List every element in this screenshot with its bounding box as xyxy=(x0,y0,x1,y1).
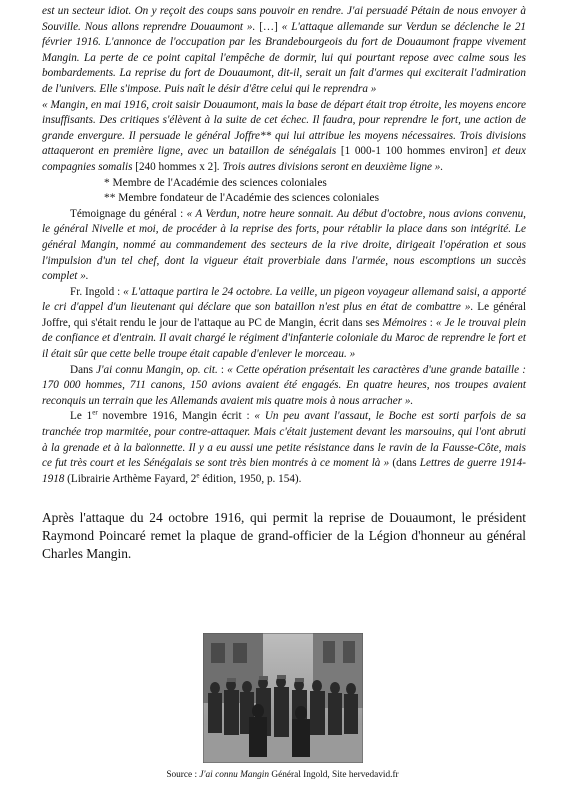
paragraph-ingold xyxy=(42,285,526,363)
quote-mangin-may-1916: « Mangin, en mai 1916, croit saisir Douaumont, mais la base de départ était trop étroite, les moyens encore insuffisants. Des critiques s'élèvent à la suite de cet échec. Il faudra, pour reprendre le fort, une action de grande envergure. Il persuade le général Joffre** qui lui attribue les moyens nécessaires. Trois divisions attaqueront en première ligne, avec un bataillon de sénégalais xyxy=(42,98,526,158)
paragraph-1 xyxy=(42,4,526,98)
footnote-1: * Membre de l'Académie des sciences coloniales xyxy=(104,176,327,189)
paragraph-november-letter xyxy=(42,409,526,487)
closing-paragraph: Après l'attaque du 24 octobre 1916, qui permit la reprise de Douaumont, le président Raymond Poincaré remet la plaque de grand-officier de la Légion d'honneur au général Charles Mangin. xyxy=(42,510,526,561)
bracket-senegalais: [1 000-1 100 hommes environ] xyxy=(340,145,488,158)
testimony-label: Témoignage du général : xyxy=(70,207,187,220)
date-text: Le 1 xyxy=(70,410,93,423)
date-superscript: er xyxy=(92,408,98,417)
edition-text: édition, 1950, p. 154). xyxy=(199,472,302,485)
publisher-text: (Librairie Arthème Fayard, 2 xyxy=(64,472,197,485)
battle-quote: « Cette opération présentait les caractères d'une grande bataille : 170 000 hommes, 711 canons, 150 avions avaient été engagés. En quatre heures, nos troupes avaient reconquis un terrain que les Allemands avaient mis quatre mois à nous arracher ». xyxy=(42,363,526,407)
mangin-writes: novembre 1916, Mangin écrit : xyxy=(97,410,255,423)
colon-text: : xyxy=(217,363,228,376)
joffre-text: Le général Joffre, qui s'était rendu le jour de l'attaque au PC de Mangin, écrit dans ses xyxy=(42,301,527,329)
book-title-opcit: J'ai connu Mangin, op. cit. xyxy=(96,363,218,376)
footnote-2: ** Membre fondateur de l'Académie des sciences coloniales xyxy=(104,192,380,205)
quote-divisions: . Trois autres divisions seront en deuxième ligne ». xyxy=(216,160,444,173)
source-open: (dans xyxy=(389,457,420,470)
quote-attack-verdun: « L'attaque allemande sur Verdun se déclenche le 21 février 1916. L'annonce de l'occupation par les Brandebourgeois du fort de Douaumont frappe vivement Mangin. La perte de ce point capital l'empêche de dormir, lui qui pourtant repose avec calme sous les bombardements. La reprise du fort de Douaumont, dit-il, serait un fait d'armes qui exciterait l'admiration de l'univers. Elle s'impose. Puis naît le désir d'être celui qui le reprendra » xyxy=(42,20,527,95)
caption-suffix: Général Ingold, Site hervedavid.fr xyxy=(269,770,399,780)
dans-text: Dans xyxy=(70,363,97,376)
ellipsis-marker: […] xyxy=(255,20,282,33)
bracket-somalis: [240 hommes x 2] xyxy=(135,160,217,173)
paragraph-jai-connu xyxy=(42,363,526,410)
ceremony-photo-image xyxy=(203,633,363,763)
joffre-colon: : xyxy=(426,316,436,329)
paragraph-2 xyxy=(42,98,526,176)
letter-quote: « Un peu avant l'assaut, le Boche est sorti parfois de sa tranchée trop marmitée, pour contre-attaquer. Mais c'était justement devant les marsouins, qui l'ont abruti à la grenade et à la baïonnette. Il y a eu aussi une petite résistance dans le ravin de la Fausse-Côte, mais ce fut très court et les Sénégalais se sont très bien montrés à ce moment là » xyxy=(42,410,526,470)
caption-prefix: Source : xyxy=(166,770,200,780)
photo-caption xyxy=(0,769,565,781)
paragraph-general-testimony xyxy=(42,207,526,285)
document-page xyxy=(42,4,526,562)
ceremony-photo xyxy=(203,633,363,763)
ingold-label: Fr. Ingold : xyxy=(70,285,124,298)
testimony-quote: « A Verdun, notre heure sonnait. Au début d'octobre, nous avions convenu, le général Nivelle et moi, de procéder à la reprise des forts, pour rétablir la place dans son intégrité. Le général Mangin, nommé au commandement des secteurs de la rive droite, dirigeait l'opération et sous l'impulsion d'un tel chef, dont la vigueur était proverbiale dans l'armée, nous escomptions un succès complet ». xyxy=(42,207,526,283)
joffre-quote: « Je le trouvai plein de confiance et d'entrain. Il avait chargé le régiment d'infanterie coloniale du Maroc de reprendre le fort et il était sûr que cette belle troupe était capable d'enlever le morceau. » xyxy=(42,316,526,361)
quote-somalis: et deux compagnies somalis xyxy=(42,145,526,173)
caption-book-title: J'ai connu Mangin xyxy=(199,770,270,780)
memoires-title: Mémoires xyxy=(382,316,427,329)
quote-pétain: est un secteur idiot. On y reçoit des coups sans pouvoir en rendre. J'ai persuadé Pétain de nous envoyer à Souville. Nous allons reprendre Douaumont ». xyxy=(42,5,526,33)
ingold-quote: « L'attaque partira le 24 octobre. La veille, un pigeon voyageur allemand saisi, a apporté le cri d'appel d'un lieutenant qui déclare que son bataillon n'est plus en état de combattre ». xyxy=(42,285,526,314)
edition-superscript: e xyxy=(196,471,200,480)
letters-title: Lettres de guerre 1914-1918 xyxy=(42,457,526,485)
